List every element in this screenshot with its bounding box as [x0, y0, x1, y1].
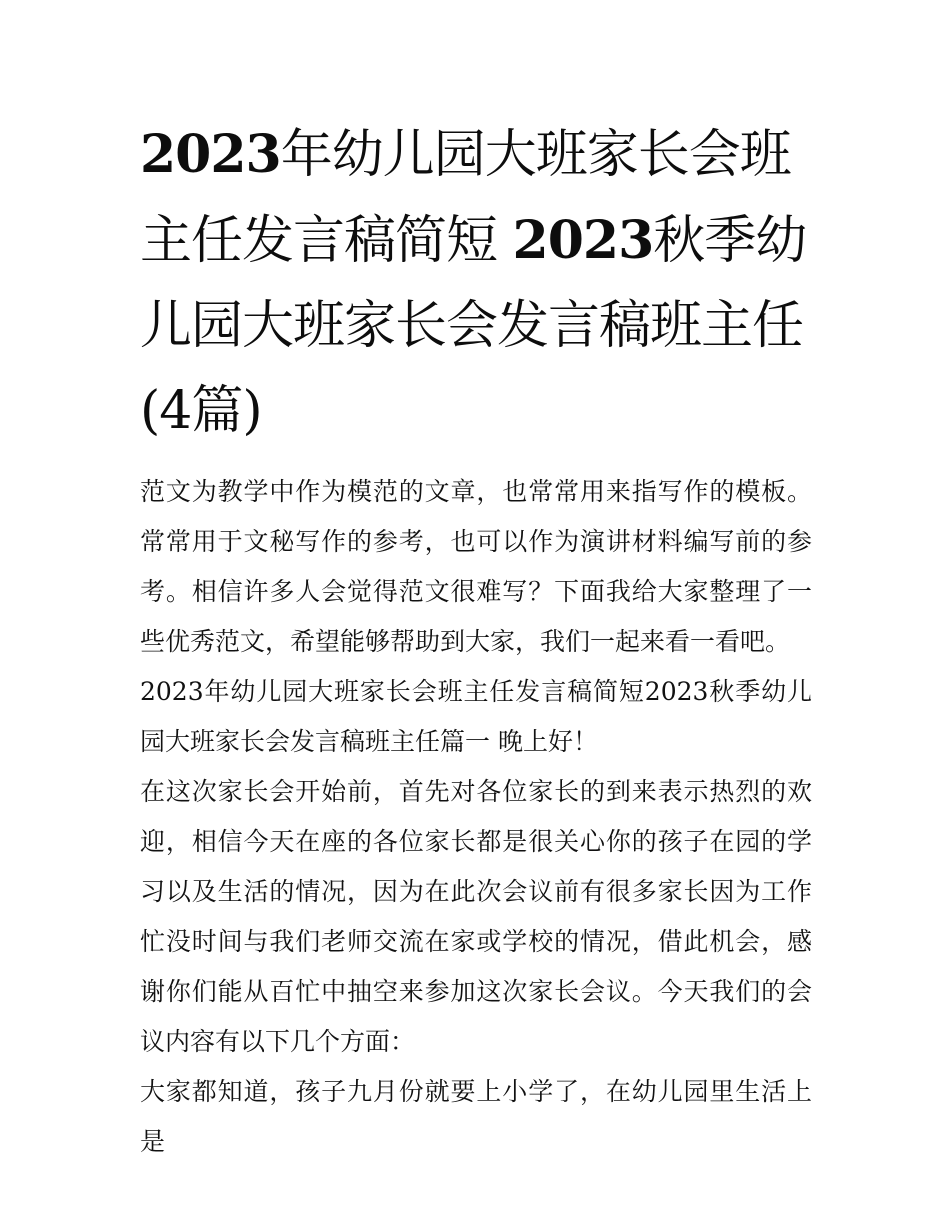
title-year-2: 2023 — [512, 210, 654, 271]
title-text: 年幼儿园大班家长会班主任发言稿简短 — [140, 125, 791, 271]
document-body — [140, 112, 812, 1167]
intro-paragraph: 范文为教学中作为模范的文章，也常常用来指写作的模板。常常用于文秘写作的参考，也可以作为演讲材料编写前的参考。相信许多人会觉得范文很难写？下面我给大家整理了一些优秀范文，希望能够帮助到大家，我们一起来看一看吧。 — [140, 477, 812, 656]
title-text-2: 秋季幼儿园大班家长会发言稿班主任(4篇) — [140, 211, 807, 441]
body-paragraph-2: 大家都知道，孩子九月份就要上小学了，在幼儿园里生活上是 — [140, 1077, 812, 1156]
document-title — [140, 112, 812, 454]
section-heading-paragraph: 2023年幼儿园大班家长会班主任发言稿简短2023秋季幼儿园大班家长会发言稿班主任篇一 晚上好！ — [140, 677, 812, 756]
body-paragraph: 在这次家长会开始前，首先对各位家长的到来表示热烈的欢迎，相信今天在座的各位家长都是很关心你的孩子在园的学习以及生活的情况，因为在此次会议前有很多家长因为工作忙没时间与我们老师交流在家或学校的情况，借此机会，感谢你们能从百忙中抽空来参加这次家长会议。今天我们的会议内容有以下几个方面： — [140, 777, 812, 1056]
title-year: 2023 — [140, 124, 281, 185]
